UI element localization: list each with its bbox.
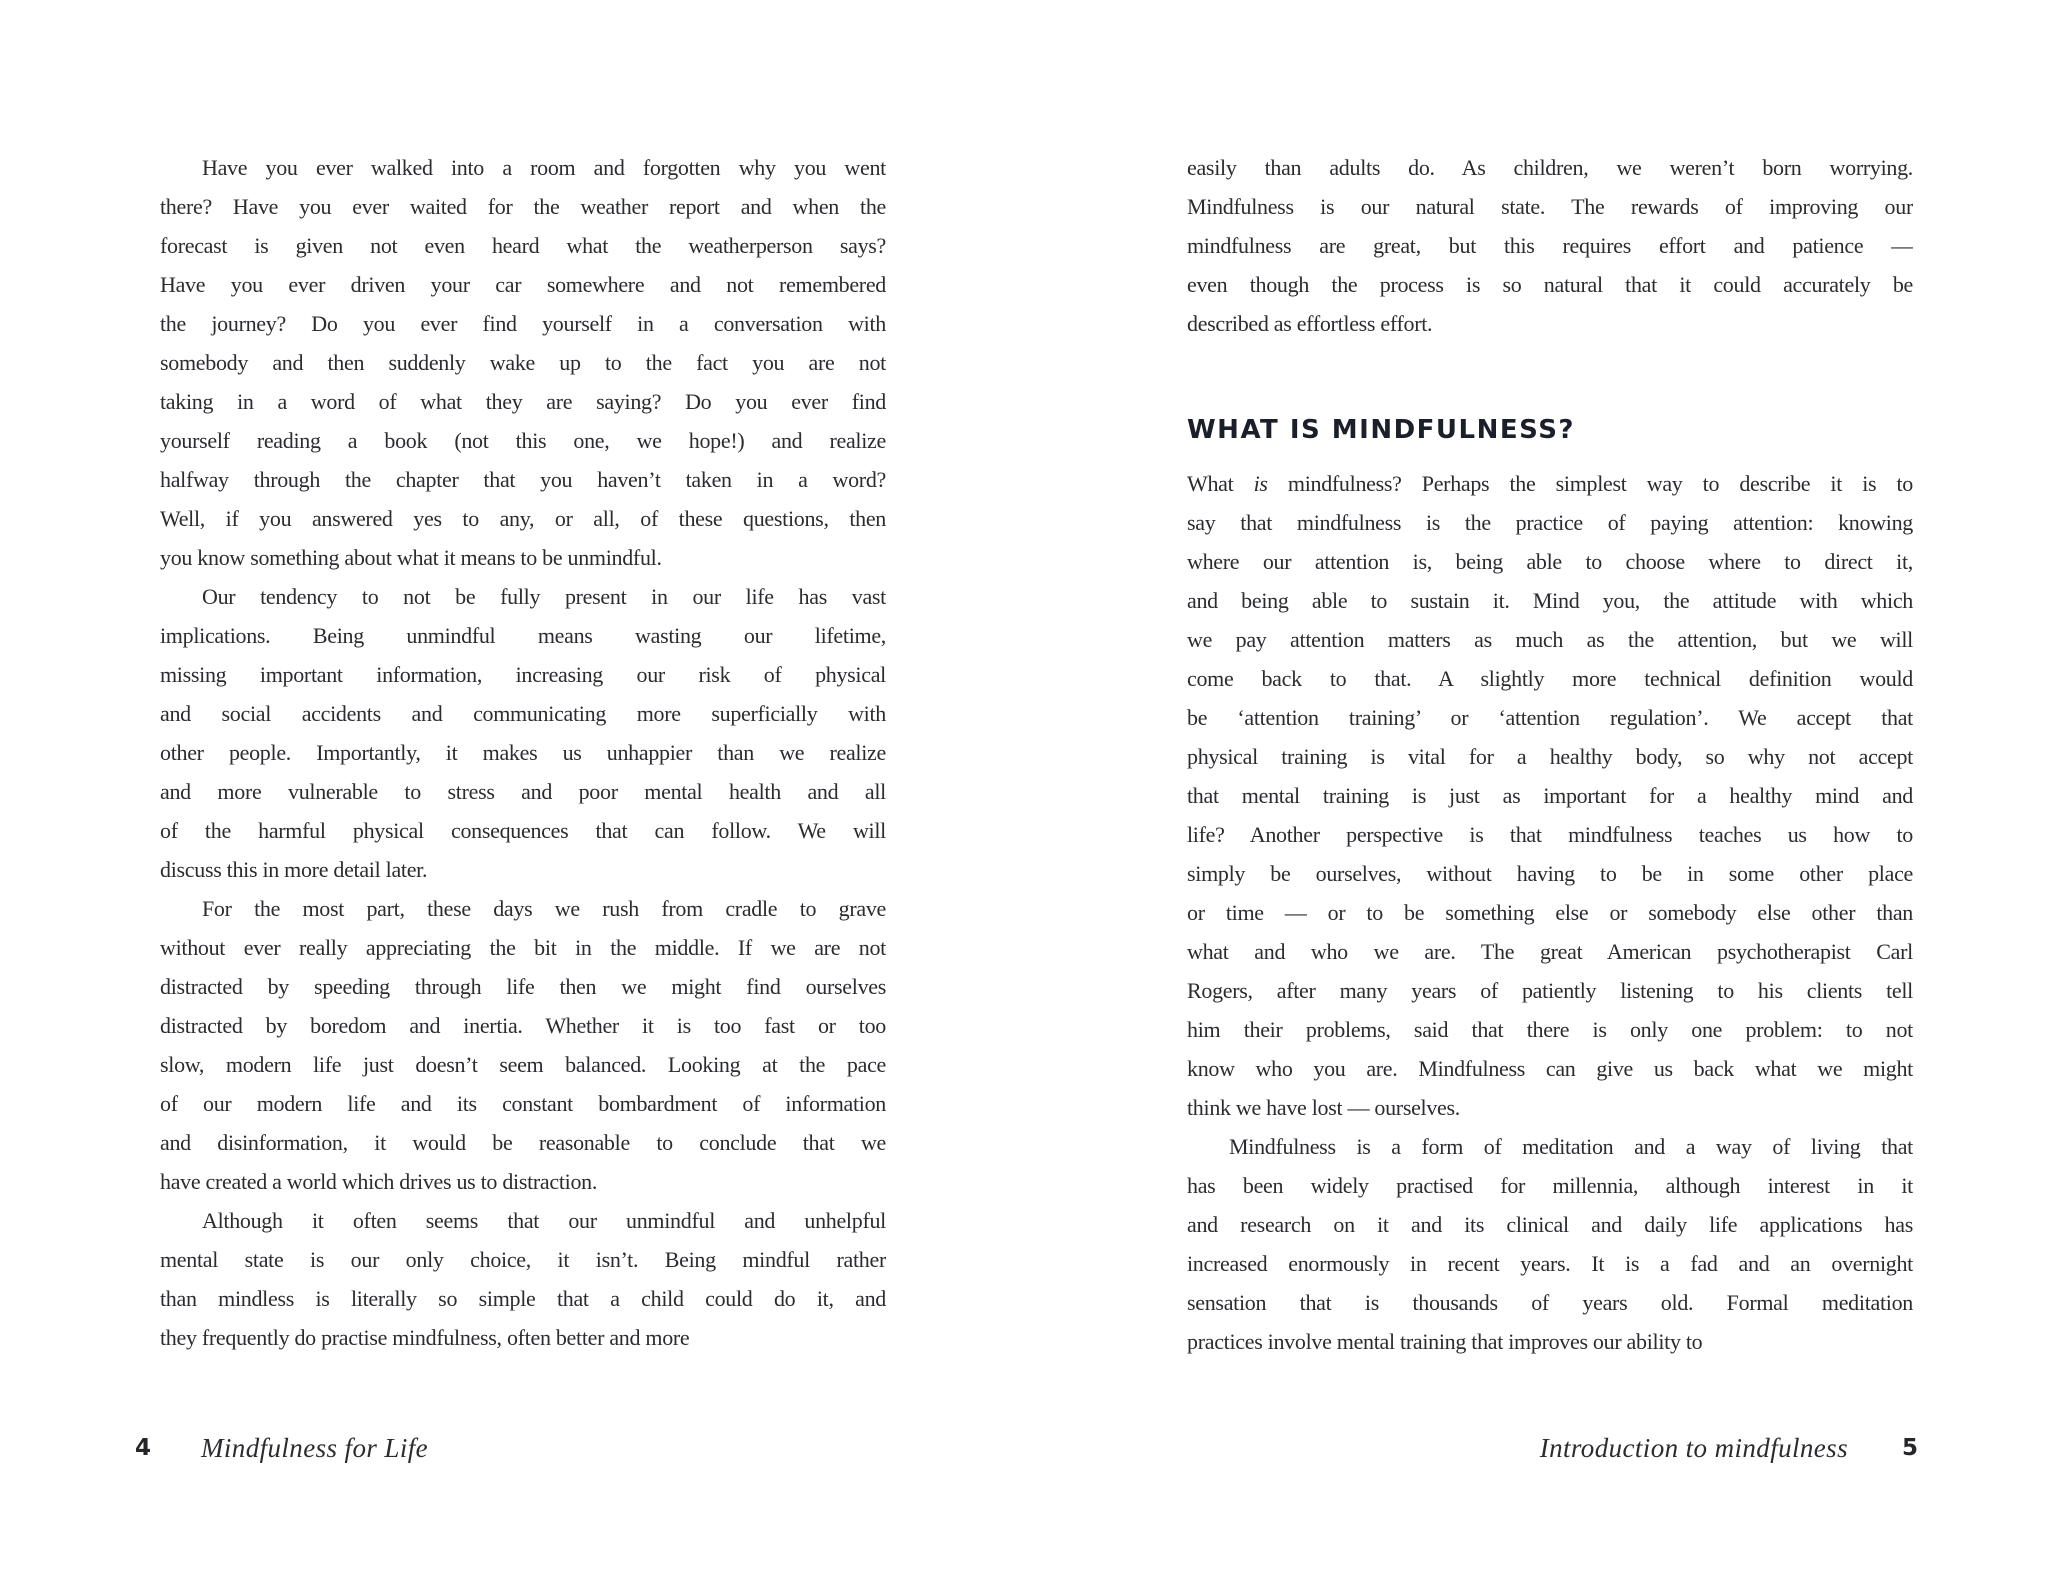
text-line: we pay attention matters as much as the attention, but we will [1187, 627, 1913, 652]
text-line: simply be ourselves, without having to be in some other place [1187, 861, 1913, 886]
text-fragment: mindfulness? Perhaps the simplest way to describe it is to [1267, 471, 1913, 496]
text-line: of the harmful physical consequences that can follow. We will [160, 818, 886, 843]
text-line: of our modern life and its constant bombardment of information [160, 1091, 886, 1116]
text-line: what and who we are. The great American psychotherapist Carl [1187, 939, 1913, 964]
text-line: physical training is vital for a healthy body, so why not accept [1187, 744, 1913, 769]
text-line: life? Another perspective is that mindfulness teaches us how to [1187, 822, 1913, 847]
text-line: that mental training is just as important for a healthy mind and [1187, 783, 1913, 808]
text-line: even though the process is so natural that it could accurately be [1187, 272, 1913, 297]
body-paragraph [160, 889, 886, 1201]
text-line: Have you ever walked into a room and forgotten why you went [202, 155, 886, 180]
body-paragraph [1187, 464, 1913, 1127]
text-line: without ever really appreciating the bit in the middle. If we are not [160, 935, 886, 960]
text-line: Mindfulness is a form of meditation and a way of living that [1229, 1134, 1913, 1159]
text-line: Mindfulness is our natural state. The rewards of improving our [1187, 194, 1913, 219]
text-line: forecast is given not even heard what the weatherperson says? [160, 233, 886, 258]
text-line: Have you ever driven your car somewhere and not remembered [160, 272, 886, 297]
body-paragraph [160, 148, 886, 577]
left-page-number: 4 [135, 1435, 152, 1461]
text-line: they frequently do practise mindfulness, often better and more [160, 1325, 690, 1350]
text-line: slow, modern life just doesn’t seem balanced. Looking at the pace [160, 1052, 886, 1077]
body-paragraph [1187, 1127, 1913, 1361]
text-line: implications. Being unmindful means wasting our lifetime, [160, 623, 886, 648]
text-line: Our tendency to not be fully present in our life has vast [202, 584, 886, 609]
text-line: yourself reading a book (not this one, we hope!) and realize [160, 428, 886, 453]
text-line: increased enormously in recent years. It is a fad and an overnight [1187, 1251, 1913, 1276]
text-line: and more vulnerable to stress and poor mental health and all [160, 779, 886, 804]
text-line: other people. Importantly, it makes us unhappier than we realize [160, 740, 886, 765]
text-line: and social accidents and communicating more superficially with [160, 701, 886, 726]
text-line: where our attention is, being able to choose where to direct it, [1187, 549, 1913, 574]
text-line: has been widely practised for millennia, although interest in it [1187, 1173, 1913, 1198]
text-line: taking in a word of what they are saying? Do you ever find [160, 389, 886, 414]
text-line: sensation that is thousands of years old. Formal meditation [1187, 1290, 1913, 1315]
text-line: know who you are. Mindfulness can give us back what we might [1187, 1056, 1913, 1081]
text-line: you know something about what it means to be unmindful. [160, 545, 662, 570]
text-line: him their problems, said that there is only one problem: to not [1187, 1017, 1913, 1042]
text-line: For the most part, these days we rush from cradle to grave [202, 896, 886, 921]
text-line: mental state is our only choice, it isn’t. Being mindful rather [160, 1247, 886, 1272]
text-line: have created a world which drives us to distraction. [160, 1169, 598, 1194]
text-line: easily than adults do. As children, we weren’t born worrying. [1187, 155, 1913, 180]
text-line: and research on it and its clinical and daily life applications has [1187, 1212, 1913, 1237]
text-line: described as effortless effort. [1187, 311, 1433, 336]
text-line: and being able to sustain it. Mind you, the attitude with which [1187, 588, 1913, 613]
text-line [1187, 464, 1913, 503]
text-line: mindfulness are great, but this requires effort and patience — [1187, 233, 1913, 258]
text-line: than mindless is literally so simple that a child could do it, and [160, 1286, 886, 1311]
text-line: there? Have you ever waited for the weather report and when the [160, 194, 886, 219]
text-line: practices involve mental training that improves our ability to [1187, 1329, 1703, 1354]
right-page [1187, 148, 1913, 1361]
text-fragment: What [1187, 471, 1254, 496]
text-line: think we have lost — ourselves. [1187, 1095, 1460, 1120]
body-paragraph [160, 577, 886, 889]
text-line: discuss this in more detail later. [160, 857, 428, 882]
right-running-title: Introduction to mindfulness [1539, 1433, 1848, 1463]
right-page-number: 5 [1901, 1435, 1918, 1461]
text-line: distracted by boredom and inertia. Whether it is too fast or too [160, 1013, 886, 1038]
text-line: somebody and then suddenly wake up to the fact you are not [160, 350, 886, 375]
text-line: the journey? Do you ever find yourself in a conversation with [160, 311, 886, 336]
text-line: say that mindfulness is the practice of paying attention: knowing [1187, 510, 1913, 535]
left-page [160, 148, 886, 1357]
text-line: be ‘attention training’ or ‘attention regulation’. We accept that [1187, 705, 1913, 730]
text-line: Although it often seems that our unmindful and unhelpful [202, 1208, 886, 1233]
text-line: Rogers, after many years of patiently listening to his clients tell [1187, 978, 1913, 1003]
text-line: distracted by speeding through life then we might find ourselves [160, 974, 886, 999]
text-line: Well, if you answered yes to any, or all, of these questions, then [160, 506, 886, 531]
text-line: missing important information, increasing our risk of physical [160, 662, 886, 687]
section-heading: WHAT IS MINDFULNESS? [1187, 415, 1575, 445]
italic-text: is [1253, 471, 1268, 496]
text-line: come back to that. A slightly more technical definition would [1187, 666, 1913, 691]
text-line: and disinformation, it would be reasonable to conclude that we [160, 1130, 886, 1155]
body-paragraph [160, 1201, 886, 1357]
text-line: or time — or to be something else or somebody else other than [1187, 900, 1913, 925]
text-line: halfway through the chapter that you haven’t taken in a word? [160, 467, 886, 492]
body-paragraph [1187, 148, 1913, 343]
left-running-title: Mindfulness for Life [201, 1433, 429, 1463]
